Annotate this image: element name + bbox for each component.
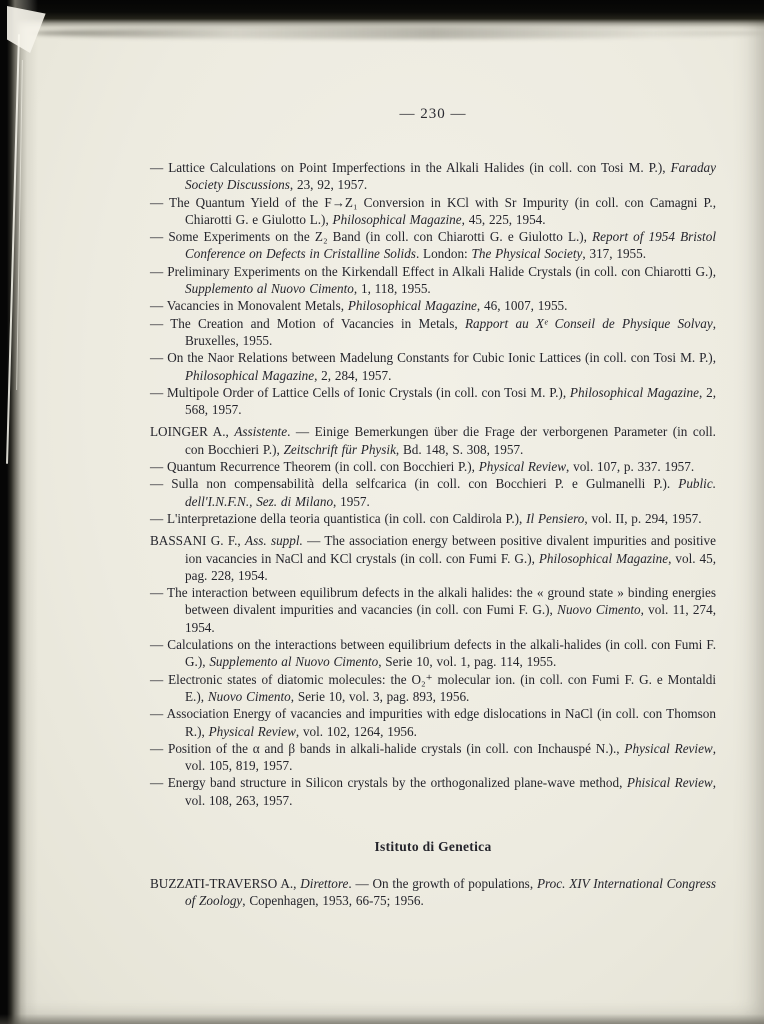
bibliography-entry: BUZZATI-TRAVERSO A., Direttore. — On the growth of populations, Proc. XIV International Congress of Zoology, Copenhagen, 1953, 66-75; 1956. — [150, 875, 717, 909]
bibliography-entry: — Lattice Calculations on Point Imperfections in the Alkali Halides (in coll. con Tosi M. P.), Faraday Society Discussions, 23, 92, 1957. — [150, 160, 716, 193]
bibliography-entry: — Sulla non compensabilità della selfcarica (in coll. con Bocchieri P. e Gulmanelli P.). Public. dell'I.N.F.N., Sez. di Milano, 1957. — [150, 476, 716, 509]
bibliography-entry: LOINGER A., Assistente. — Einige Bemerkungen über die Frage der verborgenen Parameter (in coll. con Bocchieri P.), Zeitschrift für Physik, Bd. 148, S. 308, 1957. — [150, 424, 716, 457]
bibliography-entry: — Association Energy of vacancies and impurities with edge dislocations in NaCl (in coll. con Thomson R.), Physical Review, vol. 102, 1264, 1956. — [150, 706, 716, 739]
bibliography-entry: — Position of the α and β bands in alkali-halide crystals (in coll. con Inchauspé N.)., Physical Review, vol. 105, 819, 1957. — [150, 740, 717, 774]
bibliography-entry: — On the Naor Relations between Madelung Constants for Cubic Ionic Lattices (in coll. con Tosi M. P.), Philosophical Magazine, 2, 284, 1957. — [150, 350, 716, 383]
entry-group — [150, 875, 716, 910]
bibliography — [150, 159, 716, 910]
bibliography-entry: — Some Experiments on the Z₂ Band (in coll. con Chiarotti G. e Giulotto L.), Report of 1954 Bristol Conference on Defects in Cristalline Solids. London: The Physical Society, 317, 1955. — [150, 229, 716, 262]
bibliography-entry: — L'interpretazione della teoria quantistica (in coll. con Caldirola P.), Il Pensiero, vol. II, p. 294, 1957. — [150, 510, 702, 526]
bibliography-entry: — Multipole Order of Lattice Cells of Ionic Crystals (in coll. con Tosi M. P.), Philosophical Magazine, 2, 568, 1957. — [150, 384, 716, 418]
bibliography-entry: — The interaction between equilibrum defects in the alkali halides: the « ground state » binding energies between divalent impurities and vacancies (in coll. con Fumi F. G.), Nuovo Cimento, vol. 11, 274, 1954. — [150, 585, 716, 635]
bibliography-entry: BASSANI G. F., Ass. suppl. — The association energy between positive divalent impurities and positive ion vacancies in NaCl and KCl crystals (in coll. con Fumi F. G.), Philosophical Magazine, vol. 45, pag. 228, 1954. — [150, 533, 716, 583]
bibliography-entry: — Calculations on the interactions between equilibrium defects in the alkali-halides (in coll. con Fumi F. G.), Supplemento al Nuovo Cimento, Serie 10, vol. 1, pag. 114, 1955. — [150, 637, 716, 670]
bibliography-entry: — Preliminary Experiments on the Kirkendall Effect in Alkali Halide Crystals (in coll. con Chiarotti G.), Supplemento al Nuovo Cimento, 1, 118, 1955. — [150, 263, 716, 297]
scan-edge-bottom — [0, 1014, 764, 1024]
entry-group — [150, 159, 716, 418]
scan-edge-top — [0, 0, 764, 30]
section-heading: Istituto di Genetica — [374, 838, 492, 854]
bibliography-entry: — The Quantum Yield of the F→Z₁ Conversion in KCl with Sr Impurity (in coll. con Camagni P., Chiarotti G. e Giulotto L.), Philosophical Magazine, 45, 225, 1954. — [150, 194, 716, 227]
entry-group — [150, 532, 716, 809]
bibliography-entry: — Vacancies in Monovalent Metals, Philosophical Magazine, 46, 1007, 1955. — [150, 298, 568, 314]
scan-edge-left — [0, 0, 38, 1024]
bibliography-entry: — Electronic states of diatomic molecules: the O₂⁺ molecular ion. (in coll. con Fumi F. G. e Montaldi E.), Nuovo Cimento, Serie 10, vol. 3, pag. 893, 1956. — [150, 671, 716, 704]
page-content — [150, 106, 716, 915]
entry-group — [150, 423, 716, 527]
page-number: — 230 — — [399, 106, 467, 122]
bibliography-entry: — Energy band structure in Silicon crystals by the orthogonalized plane-wave method, Phisical Review, vol. 108, 263, 1957. — [150, 775, 717, 808]
scan-smudge — [30, 27, 764, 39]
bibliography-entry: — The Creation and Motion of Vacancies in Metals, Rapport au Xᵉ Conseil de Physique Solvay, Bruxelles, 1955. — [150, 315, 716, 348]
bibliography-entry: — Quantum Recurrence Theorem (in coll. con Bocchieri P.), Physical Review, vol. 107, p. 337. 1957. — [150, 459, 695, 475]
